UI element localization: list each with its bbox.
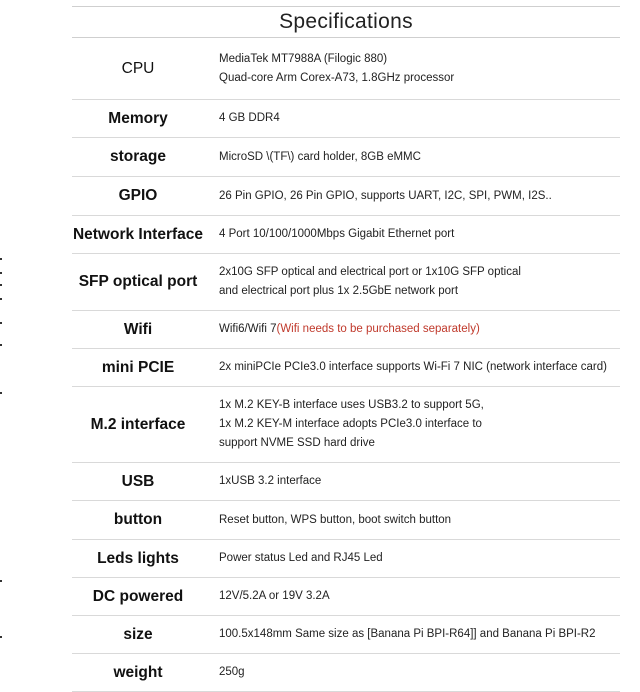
- spec-label: DC powered: [92, 587, 184, 605]
- spec-value-text: 1x M.2 KEY-M interface adopts PCIe3.0 interface to: [219, 418, 482, 430]
- spec-row: [72, 616, 620, 654]
- spec-label: Wifi: [123, 320, 153, 338]
- spec-value: [204, 311, 620, 348]
- spec-label: GPIO: [118, 187, 158, 204]
- spec-value-text: 250g: [219, 666, 245, 678]
- spec-value-text: 1xUSB 3.2 interface: [219, 475, 322, 487]
- spec-value: [204, 540, 620, 577]
- spec-row: [72, 654, 620, 692]
- spec-value-line: [219, 282, 620, 301]
- spec-label: SFP optical port: [78, 273, 198, 290]
- spec-value-text: Power status Led and RJ45 Led: [219, 552, 383, 564]
- spec-value: [204, 216, 620, 253]
- spec-value-text: Quad-core Arm Corex-A73, 1.8GHz processor: [219, 71, 455, 84]
- spec-value-line: [219, 50, 620, 69]
- spec-row: [72, 311, 620, 349]
- spec-value-line: [219, 187, 620, 206]
- spec-label: weight: [113, 663, 163, 681]
- spec-row: [72, 100, 620, 138]
- spec-value-line: [219, 625, 620, 644]
- spec-value-line: [219, 148, 620, 167]
- spec-value-text: 26 Pin GPIO, 26 Pin GPIO, supports UART, I2C, SPI, PWM, I2S..: [219, 189, 552, 202]
- spec-value-text: 4 GB DDR4: [219, 112, 280, 124]
- spec-value-text: 4 Port 10/100/1000Mbps Gigabit Ethernet port: [219, 228, 455, 240]
- spec-value-text: 12V/5.2A or 19V 3.2A: [219, 590, 330, 602]
- spec-value: [204, 387, 620, 462]
- spec-label: Memory: [108, 109, 168, 127]
- spec-value-note: (Wifi needs to be purchased separately): [276, 323, 480, 335]
- spec-value-line: [219, 587, 620, 606]
- spec-row: [72, 501, 620, 540]
- spec-value: [204, 578, 620, 615]
- spec-row: [72, 540, 620, 578]
- spec-value: [204, 38, 620, 99]
- spec-row: [72, 138, 620, 177]
- spec-value-line: [219, 472, 620, 491]
- spec-value-text: 2x miniPCIe PCIe3.0 interface supports Wi-Fi 7 NIC (network interface card): [219, 361, 607, 373]
- spec-value: [204, 616, 620, 653]
- spec-value-line: [219, 511, 620, 530]
- spec-value-line: [219, 263, 620, 282]
- spec-row: [72, 387, 620, 463]
- spec-label: Leds lights: [97, 549, 179, 567]
- spec-value-line: [219, 663, 620, 682]
- spec-value-text: Reset button, WPS button, boot switch button: [219, 513, 452, 526]
- spec-value-line: [219, 320, 620, 339]
- spec-row: [72, 38, 620, 100]
- spec-value-text: Wifi6/Wifi 7: [219, 323, 277, 335]
- spec-label: USB: [121, 472, 155, 490]
- spec-value-line: [219, 396, 620, 415]
- spec-value-line: [219, 434, 620, 453]
- spec-row: [72, 177, 620, 216]
- spec-value: [204, 100, 620, 137]
- spec-value-text: 1x M.2 KEY-B interface uses USB3.2 to support 5G,: [219, 399, 484, 411]
- spec-row: [72, 254, 620, 311]
- spec-label: size: [123, 625, 153, 643]
- left-edge-marks: [0, 0, 4, 677]
- spec-value-text: 100.5x148mm Same size as [Banana Pi BPI-R64]] and Banana Pi BPI-R2: [219, 628, 596, 640]
- spec-value: [204, 138, 620, 176]
- spec-value: [204, 254, 620, 310]
- spec-row: [72, 216, 620, 254]
- spec-label: storage: [110, 148, 166, 165]
- spec-value: [204, 501, 620, 539]
- spec-row: [72, 463, 620, 501]
- specifications-table: [72, 6, 620, 692]
- spec-value-text: support NVME SSD hard drive: [219, 437, 375, 449]
- spec-row: [72, 349, 620, 387]
- spec-value-line: [219, 225, 620, 244]
- spec-label: button: [113, 511, 163, 528]
- spec-value-line: [219, 358, 620, 377]
- spec-value-text: 2x10G SFP optical and electrical port or 1x10G SFP optical: [219, 266, 521, 278]
- spec-label: Network Interface: [72, 225, 204, 243]
- spec-value: [204, 177, 620, 215]
- spec-label: CPU: [121, 59, 155, 77]
- spec-value-line: [219, 549, 620, 568]
- spec-value-line: [219, 415, 620, 434]
- spec-value: [204, 654, 620, 691]
- spec-label: mini PCIE: [101, 358, 175, 376]
- spec-label: M.2 interface: [90, 415, 186, 433]
- spec-value-text: and electrical port plus 1x 2.5GbE network port: [219, 285, 459, 297]
- spec-value: [204, 349, 620, 386]
- spec-row: [72, 578, 620, 616]
- spec-value-text: MicroSD \(TF\) card holder, 8GB eMMC: [219, 150, 421, 163]
- spec-rows: [72, 38, 620, 692]
- spec-value-text: MediaTek MT7988A (Filogic 880): [219, 52, 388, 65]
- table-title: Specifications: [72, 6, 620, 38]
- spec-value: [204, 463, 620, 500]
- spec-value-line: [219, 109, 620, 128]
- spec-value-line: [219, 69, 620, 88]
